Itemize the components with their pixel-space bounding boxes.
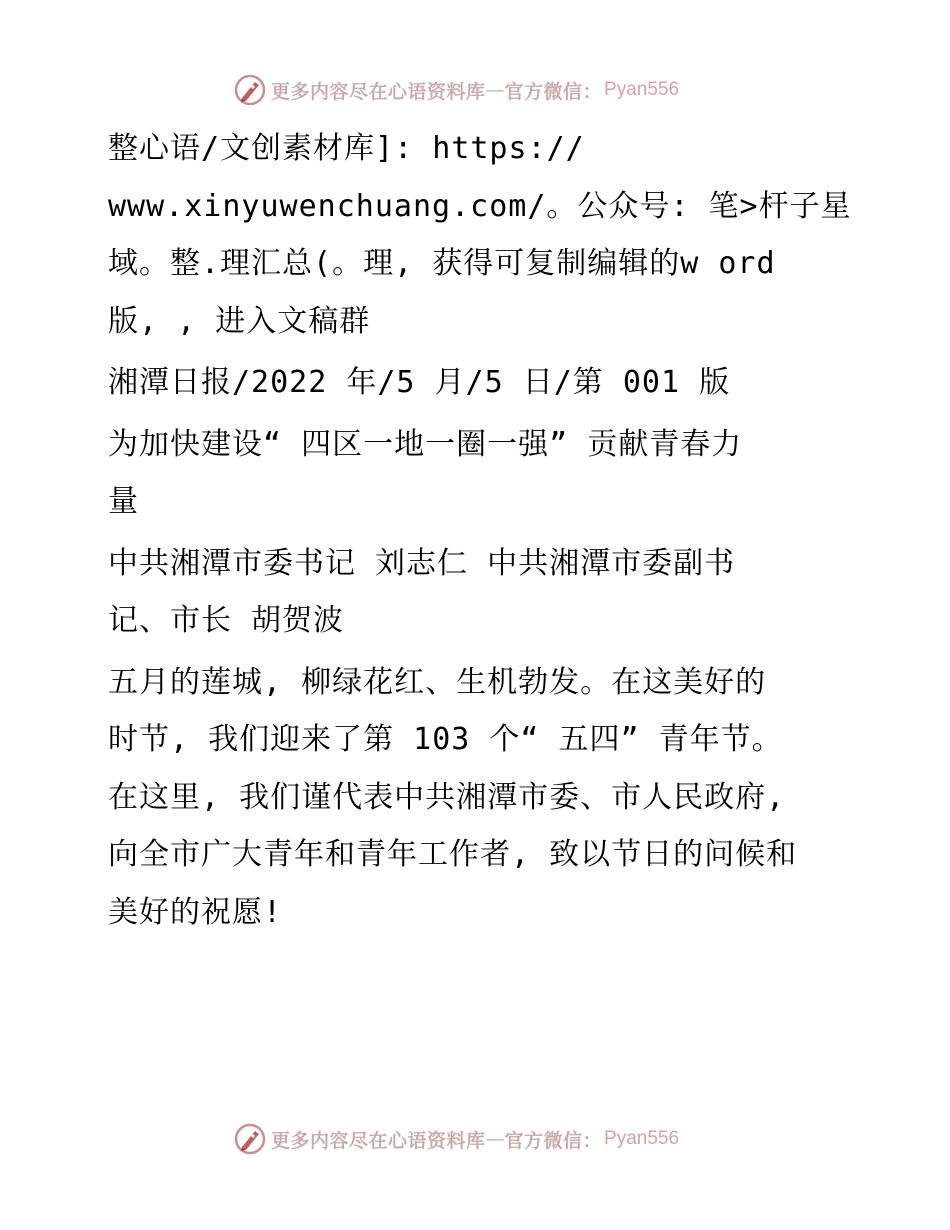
body-paragraph — [98, 654, 858, 942]
text-line: 五月的莲城, 柳绿花红、生机勃发。在这美好的 — [108, 664, 767, 700]
watermark-main-text: 更多内容尽在心语资料库 — [271, 1129, 486, 1152]
text-line: 美好的祝愿! — [108, 894, 283, 930]
text-line: 在这里, 我们谨代表中共湘潭市委、市人民政府, — [108, 779, 786, 815]
intro-paragraph — [98, 120, 858, 350]
document-body — [98, 120, 858, 941]
watermark-separator: — — [485, 79, 505, 101]
footer-watermark — [233, 1122, 679, 1156]
text-line: 向全市广大青年和青年工作者, 致以节日的问候和 — [108, 837, 798, 872]
text-line: 整心语/文创素材库]: https:// — [108, 131, 585, 166]
header-watermark — [233, 73, 679, 107]
watermark-separator: — — [485, 1128, 505, 1150]
text-line: 湘潭日报/2022 年/5 月/5 日/第 001 版 — [108, 365, 731, 400]
article-title — [98, 416, 858, 531]
watermark-wechat-label: 官方微信： — [504, 80, 603, 103]
text-line: www.xinyuwenchuang.com/。公众号: 笔>杆子星 — [108, 188, 852, 224]
pen-nib-circle-icon — [233, 73, 267, 107]
text-line: 中共湘潭市委书记 刘志仁 中共湘潭市委副书 — [108, 545, 736, 581]
watermark-wechat-id: Pyan556 — [604, 79, 680, 100]
text-line: 时节, 我们迎来了第 103 个“ 五四” 青年节。 — [108, 722, 783, 757]
text-line: 版, , 进入文稿群 — [108, 303, 371, 339]
source-line — [98, 354, 858, 412]
text-line: 为加快建设“ 四区一地一圈一强” 贡献青春力 — [108, 426, 743, 462]
watermark-wechat-id: Pyan556 — [604, 1128, 680, 1149]
watermark-wechat-label: 官方微信： — [504, 1129, 603, 1152]
pen-nib-circle-icon — [233, 1122, 267, 1156]
text-line: 记、市长 胡贺波 — [108, 603, 345, 638]
text-line: 量 — [108, 484, 139, 519]
author-byline — [98, 535, 858, 650]
text-line: 域。整.理汇总(。理, 获得可复制编辑的w ord — [108, 246, 776, 281]
watermark-main-text: 更多内容尽在心语资料库 — [271, 80, 486, 103]
